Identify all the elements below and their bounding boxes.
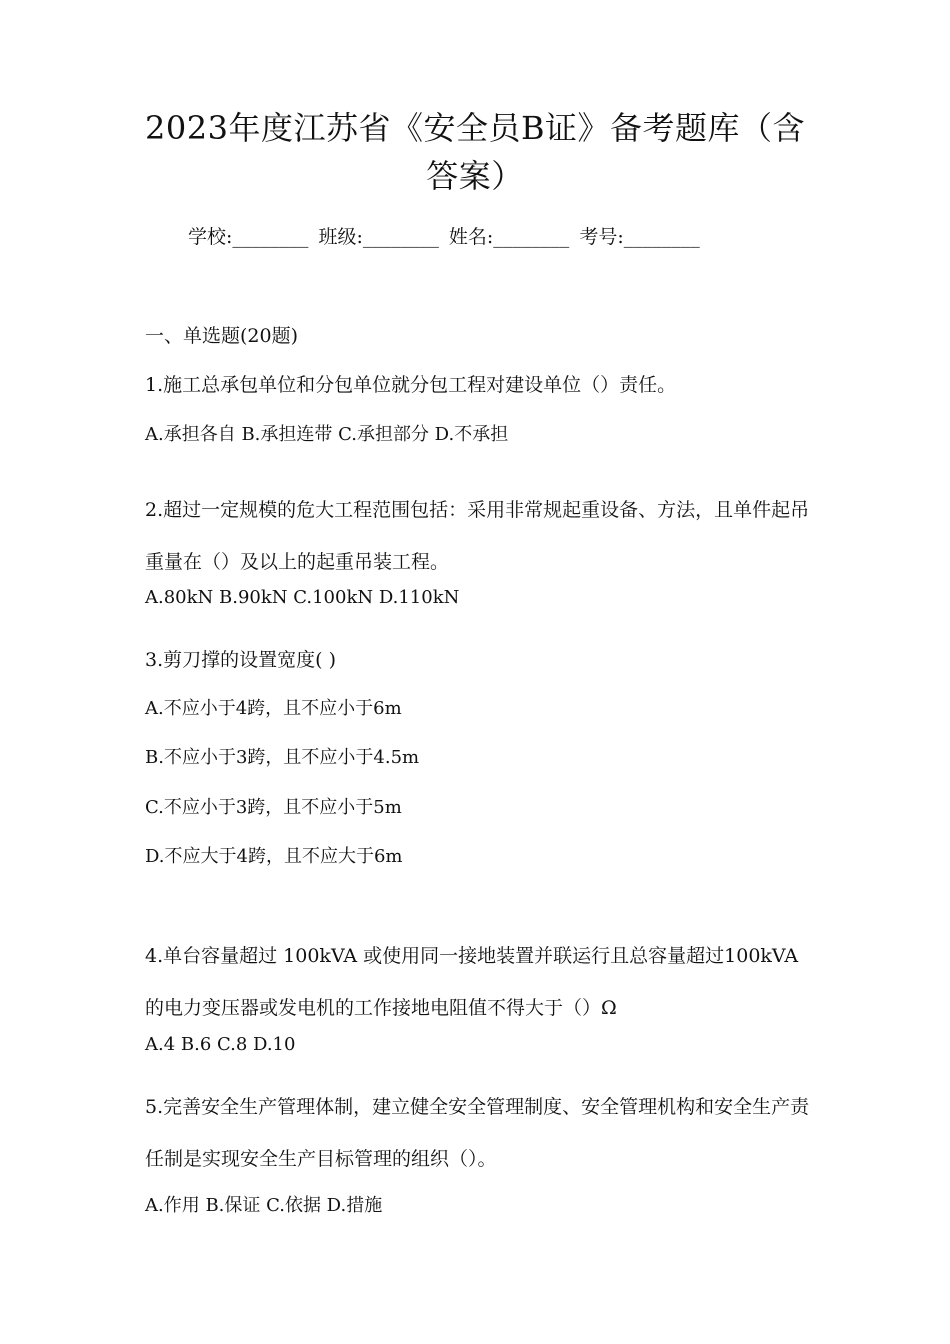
question-3-option-d: D.不应大于4跨，且不应大于6m xyxy=(145,846,403,867)
school-field: 学校:________ xyxy=(188,226,309,248)
question-1-options: A.承担各自 B.承担连带 C.承担部分 D.不承担 xyxy=(145,424,509,445)
section-heading: 一、单选题(20题) xyxy=(145,325,299,347)
class-field: 班级:________ xyxy=(318,226,439,248)
question-5-stem: 5.完善安全生产管理体制，建立健全安全管理制度、安全管理机构和安全生产责任制是实现安全生产目标管理的组织（）。 xyxy=(145,1096,810,1170)
question-3-stem: 3.剪刀撑的设置宽度( ) xyxy=(145,649,336,671)
question-2-stem: 2.超过一定规模的危大工程范围包括：采用非常规起重设备、方法，且单件起吊重量在（）及以上的起重吊装工程。 xyxy=(145,499,810,573)
name-field: 姓名:________ xyxy=(448,226,570,248)
question-1-stem: 1.施工总承包单位和分包单位就分包工程对建设单位（）责任。 xyxy=(145,374,677,396)
student-info-line xyxy=(188,222,704,252)
question-3-option-b: B.不应小于3跨，且不应小于4.5m xyxy=(145,747,420,768)
question-4-options: A.4 B.6 C.8 D.10 xyxy=(145,1034,296,1055)
question-3-option-c: C.不应小于3跨，且不应小于5m xyxy=(145,797,402,818)
question-4-stem: 4.单台容量超过 100kVA 或使用同一接地装置并联运行且总容量超过100kVA 的电力变压器或发电机的工作接地电阻值不得大于（）Ω xyxy=(145,945,799,1019)
document-title: 2023年度江苏省《安全员B证》备考题库（含答案） xyxy=(145,109,805,195)
question-5-options: A.作用 B.保证 C.依据 D.措施 xyxy=(145,1195,383,1216)
exam-number-field: 考号:________ xyxy=(579,226,700,248)
question-3-option-a: A.不应小于4跨，且不应小于6m xyxy=(145,698,402,719)
question-2-options: A.80kN B.90kN C.100kN D.110kN xyxy=(145,587,460,608)
